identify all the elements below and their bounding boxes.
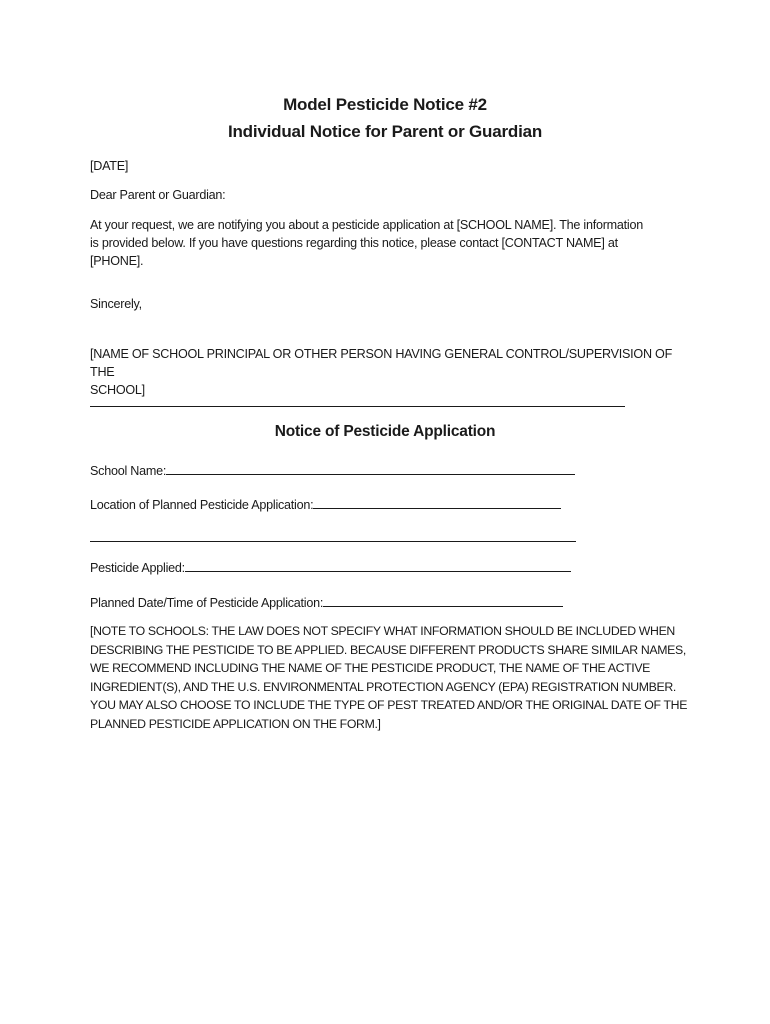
note-line: PLANNED PESTICIDE APPLICATION ON THE FORM.] bbox=[90, 716, 381, 731]
document-subtitle: Individual Notice for Parent or Guardian bbox=[227, 122, 543, 141]
note-line: DESCRIBING THE PESTICIDE TO BE APPLIED. BECAUSE DIFFERENT PRODUCTS SHARE SIMILAR NAMES, bbox=[90, 642, 686, 657]
note-line: [NOTE TO SCHOOLS: THE LAW DOES NOT SPECIFY WHAT INFORMATION SHOULD BE INCLUDED WHEN bbox=[90, 624, 675, 638]
location-label: Location of Planned Pesticide Application: bbox=[90, 498, 314, 512]
school-name-blank[interactable] bbox=[166, 462, 575, 475]
signer-line: SCHOOL] bbox=[90, 383, 145, 397]
date-time-field[interactable] bbox=[90, 594, 563, 612]
letter-closing: Sincerely, bbox=[90, 297, 142, 311]
location-field[interactable] bbox=[90, 496, 561, 514]
note-line: INGREDIENT(S), AND THE U.S. ENVIRONMENTAL PROTECTION AGENCY (EPA) REGISTRATION NUMBER. bbox=[90, 679, 676, 694]
letter-salutation: Dear Parent or Guardian: bbox=[90, 188, 226, 202]
signature-rule bbox=[90, 406, 625, 407]
letter-date: [DATE] bbox=[90, 159, 129, 173]
note-line: WE RECOMMEND INCLUDING THE NAME OF THE PESTICIDE PRODUCT, THE NAME OF THE ACTIVE bbox=[90, 661, 651, 676]
school-name-field[interactable] bbox=[90, 462, 575, 480]
location-blank-continued[interactable] bbox=[90, 541, 576, 542]
pesticide-field[interactable] bbox=[90, 559, 571, 577]
letter-body-line: is provided below. If you have questions regarding this notice, please contact [CONTACT NAME] at bbox=[90, 236, 618, 250]
letter-body-line: [PHONE]. bbox=[90, 254, 144, 268]
signer-line: [NAME OF SCHOOL PRINCIPAL OR OTHER PERSON HAVING GENERAL CONTROL/SUPERVISION OF THE bbox=[90, 347, 673, 379]
note-line: YOU MAY ALSO CHOOSE TO INCLUDE THE TYPE OF PEST TREATED AND/OR THE ORIGINAL DATE OF THE bbox=[90, 698, 688, 713]
signer-name bbox=[90, 345, 690, 399]
letter-body bbox=[90, 216, 685, 270]
note-to-schools bbox=[90, 622, 690, 734]
school-name-label: School Name: bbox=[90, 464, 167, 478]
letter-body-line: At your request, we are notifying you about a pesticide application at [SCHOOL NAME]. The information bbox=[90, 218, 643, 232]
pesticide-blank[interactable] bbox=[185, 559, 571, 572]
document-title: Model Pesticide Notice #2 bbox=[283, 95, 487, 114]
form-heading: Notice of Pesticide Application bbox=[274, 423, 496, 440]
location-blank[interactable] bbox=[313, 496, 561, 509]
pesticide-label: Pesticide Applied: bbox=[90, 561, 185, 575]
date-time-blank[interactable] bbox=[323, 594, 563, 607]
date-time-label: Planned Date/Time of Pesticide Application: bbox=[90, 596, 324, 610]
